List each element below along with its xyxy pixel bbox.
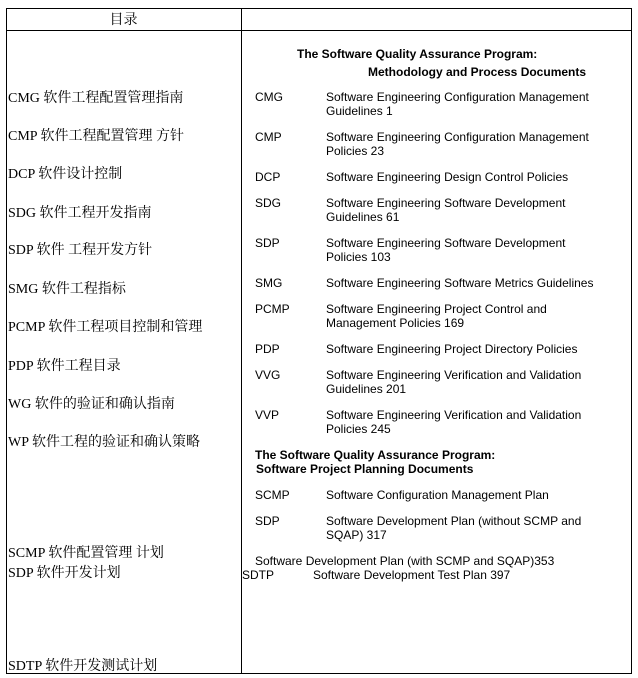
left-item-sdp: SDP 软件 工程开发方针	[8, 243, 153, 258]
entry-desc-line2: Policies 245	[326, 422, 391, 436]
entry-desc-line2: SQAP) 317	[326, 528, 387, 542]
sdtp-desc: Software Development Test Plan 397	[313, 568, 511, 582]
left-item-pdp: PDP 软件工程目录	[8, 359, 121, 374]
left-item-sdp-plan: SDP 软件开发计划	[8, 566, 121, 581]
sdtp-code: SDTP	[242, 568, 275, 582]
entry-code: VVG	[255, 368, 281, 382]
left-item-smg: SMG 软件工程指标	[8, 282, 126, 297]
entry-desc-line1: Software Engineering Software Development	[326, 236, 566, 250]
left-item-cmp: CMP 软件工程配置管理 方针	[8, 129, 185, 144]
sdp-with-scmp-line: Software Development Plan (with SCMP and SQAP)353	[255, 554, 555, 568]
section1-title-line1: The Software Quality Assurance Program:	[297, 47, 538, 61]
left-item-cmg: CMG 软件工程配置管理指南	[8, 91, 184, 106]
entry-desc-line2: Guidelines 1	[326, 104, 393, 118]
entry-desc-line1: Software Engineering Software Development	[326, 196, 566, 210]
entry-code: PCMP	[255, 302, 290, 316]
section1-title-line2: Methodology and Process Documents	[368, 65, 587, 79]
toc-header-title: 目录	[109, 11, 138, 27]
entry-code: CMG	[255, 90, 283, 104]
entry-desc-line1: Software Configuration Management Plan	[326, 488, 549, 502]
entry-code: SCMP	[255, 488, 290, 502]
entry-code: SDG	[255, 196, 282, 210]
left-item-pcmp: PCMP 软件工程项目控制和管理	[8, 320, 203, 335]
entry-code: SDP	[255, 514, 280, 528]
entry-code: DCP	[255, 170, 281, 184]
entry-desc-line1: Software Engineering Configuration Management	[326, 90, 589, 104]
left-item-sdg: SDG 软件工程开发指南	[8, 206, 152, 221]
entry-code: VVP	[255, 408, 280, 422]
entry-desc-line1: Software Engineering Design Control Policies	[326, 170, 569, 184]
entry-desc-line1: Software Engineering Configuration Management	[326, 130, 589, 144]
section2-title-line1: The Software Quality Assurance Program:	[255, 448, 496, 462]
left-item-sdtp: SDTP 软件开发测试计划	[8, 659, 158, 674]
entry-desc-line1: Software Engineering Verification and Validation	[326, 408, 582, 422]
entry-desc-line2: Management Policies 169	[326, 316, 465, 330]
entry-desc-line1: Software Engineering Project Directory Policies	[326, 342, 578, 356]
entry-code: SMG	[255, 276, 283, 290]
entry-code: SDP	[255, 236, 280, 250]
entry-desc-line2: Policies 103	[326, 250, 391, 264]
entry-desc-line1: Software Engineering Verification and Validation	[326, 368, 582, 382]
entry-code: CMP	[255, 130, 282, 144]
entry-desc-line1: Software Engineering Software Metrics Guidelines	[326, 276, 594, 290]
entry-desc-line2: Guidelines 201	[326, 382, 407, 396]
entry-desc-line2: Guidelines 61	[326, 210, 400, 224]
left-item-wg: WG 软件的验证和确认指南	[8, 397, 175, 412]
header-divider	[6, 30, 632, 31]
left-item-wp: WP 软件工程的验证和确认策略	[8, 435, 200, 450]
entry-desc-line2: Policies 23	[326, 144, 385, 158]
entry-desc-line1: Software Engineering Project Control and	[326, 302, 547, 316]
left-item-dcp: DCP 软件设计控制	[8, 167, 123, 182]
entry-desc-line1: Software Development Plan (without SCMP and	[326, 514, 582, 528]
left-item-scmp: SCMP 软件配置管理 计划	[8, 546, 164, 561]
section2-title-line2: Software Project Planning Documents	[256, 462, 474, 476]
entry-code: PDP	[255, 342, 280, 356]
